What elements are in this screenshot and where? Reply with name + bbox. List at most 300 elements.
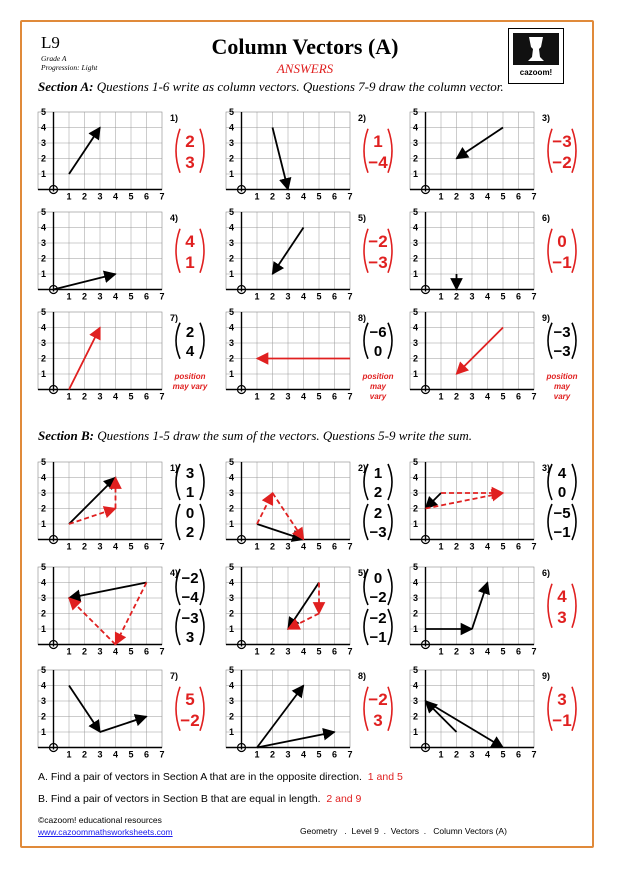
graph-10 <box>38 457 204 552</box>
y-tick-label: 5 <box>229 207 235 217</box>
y-tick-label: 1 <box>413 519 419 529</box>
x-tick-label: 7 <box>531 541 537 552</box>
column-vector <box>548 229 576 273</box>
graph-18 <box>410 665 576 760</box>
question-number: 7) <box>170 671 179 681</box>
progression-label: Progression: Light <box>41 63 98 72</box>
x-tick-label: 2 <box>81 391 88 402</box>
y-tick-label: 5 <box>413 207 419 217</box>
left-bracket <box>176 609 180 645</box>
x-tick-label: 2 <box>453 646 460 657</box>
question-number: 9) <box>542 313 551 323</box>
y-tick-label: 5 <box>41 562 47 572</box>
x-tick-label: 4 <box>300 291 307 302</box>
y-tick-label: 5 <box>41 207 47 217</box>
column-vector <box>176 464 204 501</box>
vector-top: −2 <box>368 689 388 709</box>
y-tick-label: 5 <box>229 107 235 117</box>
x-tick-label: 4 <box>112 191 119 202</box>
y-tick-label: 5 <box>229 665 235 675</box>
column-vector <box>364 229 392 273</box>
vector-bottom: 1 <box>185 252 195 272</box>
y-tick-label: 4 <box>229 322 235 333</box>
y-tick-label: 3 <box>229 593 235 603</box>
right-bracket <box>572 584 576 628</box>
y-tick-label: 1 <box>229 369 235 379</box>
x-tick-label: 5 <box>316 191 322 202</box>
x-tick-label: 4 <box>300 391 307 402</box>
vector-top: 1 <box>373 465 383 482</box>
x-tick-label: 1 <box>66 749 72 760</box>
vector-top: 2 <box>185 131 195 151</box>
x-tick-label: 7 <box>347 391 353 402</box>
x-tick-label: 7 <box>347 191 353 202</box>
x-tick-label: 6 <box>515 749 522 760</box>
x-tick-label: 3 <box>469 291 475 302</box>
x-tick-label: 6 <box>331 646 338 657</box>
right-bracket <box>388 504 392 540</box>
y-tick-label: 2 <box>413 711 419 722</box>
graph-4 <box>38 207 204 302</box>
x-tick-label: 5 <box>500 191 506 202</box>
x-tick-label: 1 <box>66 191 72 202</box>
x-tick-label: 2 <box>453 541 460 552</box>
x-tick-label: 1 <box>66 291 72 302</box>
x-tick-label: 4 <box>300 541 307 552</box>
x-tick-label: 2 <box>453 391 460 402</box>
y-tick-label: 3 <box>229 338 235 348</box>
position-note: vary <box>553 391 571 401</box>
y-tick-label: 5 <box>41 665 47 675</box>
column-vector <box>548 323 576 360</box>
x-tick-label: 4 <box>484 191 491 202</box>
vector-top: −2 <box>181 570 199 587</box>
x-tick-label: 7 <box>347 646 353 657</box>
section-b-title: Section B: <box>38 428 94 443</box>
vector-top: 3 <box>185 465 195 482</box>
y-tick-label: 3 <box>229 488 235 498</box>
position-note: may <box>553 381 571 391</box>
y-tick-label: 4 <box>229 472 235 483</box>
x-tick-label: 6 <box>143 646 150 657</box>
graph-17 <box>226 665 392 760</box>
graph-6 <box>410 207 576 302</box>
x-tick-label: 5 <box>316 749 322 760</box>
x-tick-label: 2 <box>453 291 460 302</box>
y-tick-label: 3 <box>41 138 47 148</box>
x-tick-label: 3 <box>285 391 291 402</box>
vector-top: 2 <box>185 323 195 341</box>
y-tick-label: 1 <box>41 624 47 634</box>
y-tick-label: 3 <box>413 138 419 148</box>
x-tick-label: 3 <box>285 291 291 302</box>
y-tick-label: 1 <box>41 169 47 179</box>
column-vector <box>176 129 204 173</box>
x-tick-label: 6 <box>515 291 522 302</box>
x-tick-label: 4 <box>112 646 119 657</box>
right-bracket <box>200 129 204 173</box>
question-number: 8) <box>358 313 367 323</box>
x-tick-label: 2 <box>453 191 460 202</box>
position-note: position <box>546 371 578 381</box>
x-tick-label: 6 <box>515 191 522 202</box>
x-tick-label: 7 <box>531 391 537 402</box>
x-tick-label: 7 <box>159 749 165 760</box>
x-tick-label: 3 <box>469 646 475 657</box>
column-vector <box>548 584 576 628</box>
y-tick-label: 1 <box>413 624 419 634</box>
left-bracket <box>176 229 180 273</box>
question-number: 5) <box>358 213 367 223</box>
question-number: 2) <box>358 113 367 123</box>
right-bracket <box>388 323 392 359</box>
y-tick-label: 3 <box>229 138 235 148</box>
x-tick-label: 2 <box>269 191 276 202</box>
y-tick-label: 4 <box>413 322 419 333</box>
x-tick-label: 2 <box>453 749 460 760</box>
column-vector <box>548 129 576 173</box>
vector-bottom: −4 <box>368 152 388 172</box>
right-bracket <box>200 323 204 359</box>
y-tick-label: 3 <box>229 696 235 706</box>
column-vector <box>364 687 392 731</box>
y-tick-label: 4 <box>413 222 419 233</box>
y-tick-label: 3 <box>41 696 47 706</box>
vector-bottom: −1 <box>552 710 572 730</box>
right-bracket <box>200 504 204 540</box>
x-tick-label: 4 <box>112 541 119 552</box>
question-number: 6) <box>542 568 551 578</box>
right-bracket <box>572 229 576 273</box>
x-tick-label: 7 <box>347 749 353 760</box>
position-note: position <box>362 371 394 381</box>
column-vector <box>364 569 392 606</box>
x-tick-label: 6 <box>515 541 522 552</box>
x-tick-label: 5 <box>128 291 134 302</box>
x-tick-label: 1 <box>66 541 72 552</box>
column-vector <box>548 464 576 501</box>
vector-bottom: 2 <box>373 484 383 501</box>
x-tick-label: 5 <box>128 646 134 657</box>
right-bracket <box>388 229 392 273</box>
graph-14 <box>226 562 392 657</box>
y-tick-label: 3 <box>229 238 235 248</box>
vector-bottom: 4 <box>185 342 195 360</box>
x-tick-label: 2 <box>81 291 88 302</box>
right-bracket <box>200 609 204 645</box>
x-tick-label: 7 <box>159 646 165 657</box>
left-bracket <box>548 504 552 540</box>
x-tick-label: 7 <box>531 291 537 302</box>
column-vector <box>176 569 204 606</box>
column-vector <box>364 504 392 541</box>
section-a-instruction: Questions 1-6 write as column vectors. Questions 7-9 draw the column vector. <box>96 79 504 94</box>
question-number: 9) <box>542 671 551 681</box>
y-tick-label: 2 <box>413 253 419 264</box>
column-vector <box>176 323 204 360</box>
x-tick-label: 7 <box>347 291 353 302</box>
question-a-answer: 1 and 5 <box>367 771 403 783</box>
x-tick-label: 1 <box>438 749 444 760</box>
x-tick-label: 6 <box>143 391 150 402</box>
x-tick-label: 3 <box>469 749 475 760</box>
y-tick-label: 3 <box>413 488 419 498</box>
graph-13 <box>38 562 204 657</box>
x-tick-label: 5 <box>500 391 506 402</box>
column-vector <box>364 464 392 501</box>
column-vector <box>548 504 576 541</box>
x-tick-label: 4 <box>484 749 491 760</box>
y-tick-label: 5 <box>229 307 235 317</box>
position-note: may vary <box>172 381 208 391</box>
x-tick-label: 2 <box>269 646 276 657</box>
question-number: 3) <box>542 463 551 473</box>
x-tick-label: 6 <box>331 541 338 552</box>
left-bracket <box>364 504 368 540</box>
graph-3 <box>410 107 576 202</box>
x-tick-label: 4 <box>112 391 119 402</box>
y-tick-label: 2 <box>41 711 47 722</box>
x-tick-label: 1 <box>254 191 260 202</box>
x-tick-label: 2 <box>81 646 88 657</box>
question-number: 3) <box>542 113 551 123</box>
right-bracket <box>200 687 204 731</box>
y-tick-label: 3 <box>413 696 419 706</box>
y-tick-label: 4 <box>41 122 47 133</box>
x-tick-label: 3 <box>469 191 475 202</box>
right-bracket <box>388 609 392 645</box>
x-tick-label: 4 <box>484 391 491 402</box>
y-tick-label: 4 <box>413 680 419 691</box>
x-tick-label: 2 <box>269 541 276 552</box>
y-tick-label: 2 <box>41 253 47 264</box>
y-tick-label: 5 <box>413 107 419 117</box>
question-number: 1) <box>170 113 179 123</box>
y-tick-label: 2 <box>229 353 235 364</box>
y-tick-label: 4 <box>41 222 47 233</box>
right-bracket <box>572 129 576 173</box>
question-a <box>38 771 403 783</box>
left-bracket <box>548 584 552 628</box>
vector-top: 1 <box>373 131 383 151</box>
x-tick-label: 1 <box>254 541 260 552</box>
y-tick-label: 2 <box>41 608 47 619</box>
vector-bottom: −4 <box>181 589 199 606</box>
vector-bottom: 0 <box>557 484 567 501</box>
position-note: position <box>174 371 206 381</box>
vector-bottom: −1 <box>552 252 572 272</box>
y-tick-label: 4 <box>229 122 235 133</box>
left-bracket <box>364 609 368 645</box>
right-bracket <box>388 569 392 605</box>
position-note: vary <box>369 391 387 401</box>
x-tick-label: 5 <box>500 541 506 552</box>
x-tick-label: 6 <box>143 291 150 302</box>
graph-15 <box>410 562 576 657</box>
vector-top: 5 <box>185 689 195 709</box>
y-tick-label: 2 <box>41 353 47 364</box>
vector-top: −2 <box>369 610 387 627</box>
x-tick-label: 4 <box>484 291 491 302</box>
vector-top: 4 <box>557 465 567 482</box>
x-tick-label: 3 <box>285 191 291 202</box>
vector-bottom: −3 <box>368 252 388 272</box>
x-tick-label: 3 <box>285 749 291 760</box>
y-tick-label: 4 <box>229 577 235 588</box>
graph-9 <box>410 307 578 402</box>
section-a-title: Section A: <box>38 79 94 94</box>
vector-top: −3 <box>552 131 572 151</box>
footer-copyright: ©cazoom! educational resources <box>38 815 162 825</box>
x-tick-label: 7 <box>531 646 537 657</box>
x-tick-label: 5 <box>316 646 322 657</box>
y-tick-label: 1 <box>413 269 419 279</box>
x-tick-label: 4 <box>112 291 119 302</box>
x-tick-label: 1 <box>438 646 444 657</box>
y-tick-label: 3 <box>41 338 47 348</box>
y-tick-label: 3 <box>41 488 47 498</box>
x-tick-label: 7 <box>159 541 165 552</box>
x-tick-label: 3 <box>285 541 291 552</box>
y-tick-label: 3 <box>413 238 419 248</box>
y-tick-label: 5 <box>229 457 235 467</box>
vector-top: 4 <box>557 586 567 606</box>
question-b <box>38 793 361 805</box>
vector-bottom: 0 <box>373 342 383 360</box>
graph-16 <box>38 665 204 760</box>
y-tick-label: 4 <box>413 472 419 483</box>
vector-bottom: −2 <box>369 589 387 606</box>
vector-bottom: −2 <box>552 152 572 172</box>
y-tick-label: 4 <box>41 472 47 483</box>
x-tick-label: 5 <box>316 391 322 402</box>
question-number: 4) <box>170 213 179 223</box>
column-vector <box>176 609 204 646</box>
grade-label: Grade A <box>41 54 67 63</box>
y-tick-label: 2 <box>41 153 47 164</box>
y-tick-label: 4 <box>413 577 419 588</box>
question-number: 5) <box>358 568 367 578</box>
x-tick-label: 1 <box>438 191 444 202</box>
x-tick-label: 3 <box>469 391 475 402</box>
y-tick-label: 1 <box>41 369 47 379</box>
x-tick-label: 6 <box>331 291 338 302</box>
vector-bottom: 3 <box>185 629 195 646</box>
x-tick-label: 5 <box>128 749 134 760</box>
y-tick-label: 5 <box>41 107 47 117</box>
column-vector <box>176 504 204 541</box>
question-b-text: B. Find a pair of vectors in Section B that are equal in length. <box>38 793 321 805</box>
x-tick-label: 4 <box>300 749 307 760</box>
x-tick-label: 7 <box>531 749 537 760</box>
y-tick-label: 1 <box>41 727 47 737</box>
x-tick-label: 7 <box>159 391 165 402</box>
x-tick-label: 5 <box>128 541 134 552</box>
vector-top: −6 <box>369 323 387 341</box>
x-tick-label: 3 <box>469 541 475 552</box>
y-tick-label: 1 <box>413 369 419 379</box>
graph-12 <box>410 457 576 552</box>
vector-top: 0 <box>373 570 383 587</box>
question-a-text: A. Find a pair of vectors in Section A that are in the opposite direction. <box>38 771 362 783</box>
graph-7 <box>38 307 208 402</box>
y-tick-label: 4 <box>229 222 235 233</box>
question-number: 4) <box>170 568 179 578</box>
vector-bottom: 3 <box>373 710 383 730</box>
x-tick-label: 5 <box>500 749 506 760</box>
vector-bottom: −2 <box>180 710 200 730</box>
column-vector <box>364 129 392 173</box>
y-tick-label: 5 <box>229 562 235 572</box>
y-tick-label: 2 <box>229 153 235 164</box>
page-subtitle: ANSWERS <box>276 61 334 76</box>
x-tick-label: 3 <box>97 391 103 402</box>
y-tick-label: 3 <box>41 238 47 248</box>
question-number: 8) <box>358 671 367 681</box>
right-bracket <box>200 569 204 605</box>
right-bracket <box>572 323 576 359</box>
section-b-instruction: Questions 1-5 draw the sum of the vectors. Questions 5-9 write the sum. <box>97 428 473 443</box>
logo-text: cazoom! <box>519 68 553 77</box>
x-tick-label: 4 <box>300 191 307 202</box>
x-tick-label: 6 <box>331 749 338 760</box>
vector-bottom: 1 <box>185 484 195 501</box>
right-bracket <box>200 229 204 273</box>
y-tick-label: 4 <box>41 577 47 588</box>
y-tick-label: 2 <box>413 503 419 514</box>
right-bracket <box>388 129 392 173</box>
x-tick-label: 3 <box>97 291 103 302</box>
question-number: 6) <box>542 213 551 223</box>
x-tick-label: 6 <box>331 391 338 402</box>
y-tick-label: 1 <box>229 169 235 179</box>
y-tick-label: 5 <box>413 307 419 317</box>
x-tick-label: 1 <box>438 541 444 552</box>
x-tick-label: 7 <box>531 191 537 202</box>
column-vector <box>364 323 392 360</box>
vector-bottom: 2 <box>185 524 195 541</box>
x-tick-label: 2 <box>269 749 276 760</box>
vector-top: −3 <box>181 610 199 627</box>
x-tick-label: 5 <box>128 191 134 202</box>
x-tick-label: 4 <box>484 646 491 657</box>
x-tick-label: 6 <box>331 191 338 202</box>
y-tick-label: 4 <box>229 680 235 691</box>
x-tick-label: 5 <box>500 291 506 302</box>
x-tick-label: 7 <box>347 541 353 552</box>
footer-website-link[interactable]: www.cazoommathsworksheets.com <box>38 827 173 837</box>
y-tick-label: 3 <box>41 593 47 603</box>
y-tick-label: 5 <box>413 457 419 467</box>
question-number: 2) <box>358 463 367 473</box>
x-tick-label: 5 <box>500 646 506 657</box>
y-tick-label: 4 <box>413 122 419 133</box>
x-tick-label: 1 <box>254 749 260 760</box>
page-title: Column Vectors (A) <box>211 34 399 59</box>
column-vector <box>176 229 204 273</box>
right-bracket <box>572 687 576 731</box>
y-tick-label: 2 <box>413 608 419 619</box>
x-tick-label: 4 <box>112 749 119 760</box>
graph-2 <box>226 107 392 202</box>
x-tick-label: 5 <box>316 541 322 552</box>
x-tick-label: 1 <box>254 391 260 402</box>
left-bracket <box>548 323 552 359</box>
left-bracket <box>176 504 180 540</box>
vector-bottom: −3 <box>553 342 571 360</box>
y-tick-label: 1 <box>229 269 235 279</box>
footer-breadcrumb: Geometry . Level 9 . Vectors . Column Vectors (A) <box>300 826 507 836</box>
